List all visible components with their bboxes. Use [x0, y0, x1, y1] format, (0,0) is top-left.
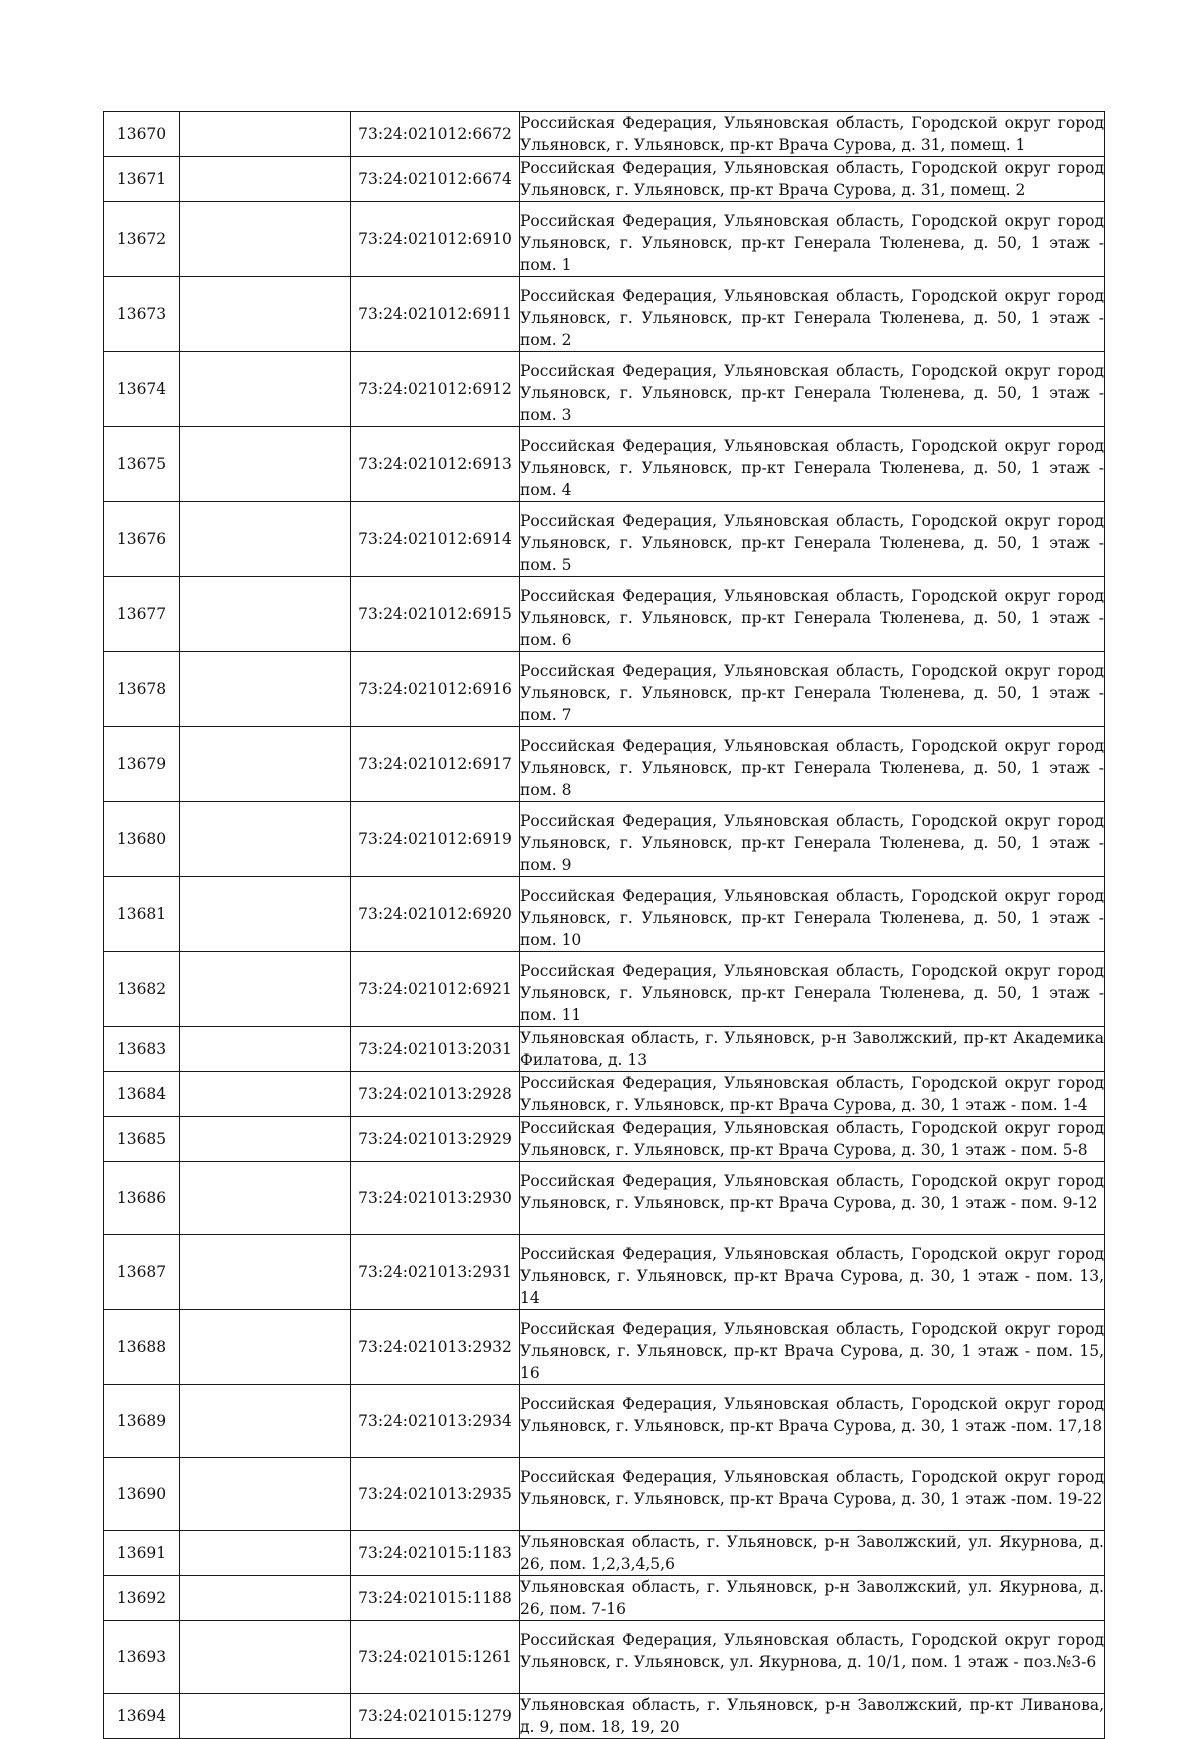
table-row — [104, 352, 1105, 427]
cadastral-number: 73:24:021015:1261 — [351, 1621, 520, 1694]
cadastral-number: 73:24:021013:2929 — [351, 1117, 520, 1162]
table-row — [104, 802, 1105, 877]
empty-cell — [180, 157, 351, 202]
cadastral-number: 73:24:021012:6919 — [351, 802, 520, 877]
empty-cell — [180, 1385, 351, 1458]
cadastral-number: 73:24:021012:6921 — [351, 952, 520, 1027]
empty-cell — [180, 277, 351, 352]
empty-cell — [180, 1117, 351, 1162]
address: Российская Федерация, Ульяновская область, Городской округ город Ульяновск, г. Ульяновск, пр-кт Врача Сурова, д. 30, 1 этаж - пом. 15, 16 — [520, 1310, 1105, 1385]
table-row — [104, 427, 1105, 502]
cadastral-number: 73:24:021012:6920 — [351, 877, 520, 952]
empty-cell — [180, 1162, 351, 1235]
row-number: 13688 — [104, 1310, 180, 1385]
table-row — [104, 1162, 1105, 1235]
row-number: 13676 — [104, 502, 180, 577]
row-number: 13694 — [104, 1694, 180, 1739]
table-row — [104, 277, 1105, 352]
address: Российская Федерация, Ульяновская область, Городской округ город Ульяновск, г. Ульяновск, ул. Якурнова, д. 10/1, пом. 1 этаж - поз.№3-6 — [520, 1621, 1105, 1694]
row-number: 13681 — [104, 877, 180, 952]
empty-cell — [180, 727, 351, 802]
cadastral-number: 73:24:021012:6672 — [351, 112, 520, 157]
table-row — [104, 1694, 1105, 1739]
table-row — [104, 1310, 1105, 1385]
table-row — [104, 1458, 1105, 1531]
row-number: 13684 — [104, 1072, 180, 1117]
row-number: 13682 — [104, 952, 180, 1027]
cadastral-number: 73:24:021013:2932 — [351, 1310, 520, 1385]
table-row — [104, 952, 1105, 1027]
table-row — [104, 502, 1105, 577]
cadastral-number: 73:24:021012:6914 — [351, 502, 520, 577]
cadastral-number: 73:24:021012:6916 — [351, 652, 520, 727]
empty-cell — [180, 352, 351, 427]
empty-cell — [180, 652, 351, 727]
address: Российская Федерация, Ульяновская область, Городской округ город Ульяновск, г. Ульяновск, пр-кт Врача Сурова, д. 31, помещ. 1 — [520, 112, 1105, 157]
table-row — [104, 1027, 1105, 1072]
table-row — [104, 1385, 1105, 1458]
row-number: 13671 — [104, 157, 180, 202]
address: Российская Федерация, Ульяновская область, Городской округ город Ульяновск, г. Ульяновск, пр-кт Генерала Тюленева, д. 50, 1 этаж - пом. 1 — [520, 202, 1105, 277]
cadastral-number: 73:24:021012:6911 — [351, 277, 520, 352]
address: Российская Федерация, Ульяновская область, Городской округ город Ульяновск, г. Ульяновск, пр-кт Врача Сурова, д. 30, 1 этаж - пом. 9-12 — [520, 1162, 1105, 1235]
cadastral-number: 73:24:021013:2930 — [351, 1162, 520, 1235]
row-number: 13674 — [104, 352, 180, 427]
cadastral-number: 73:24:021013:2935 — [351, 1458, 520, 1531]
row-number: 13683 — [104, 1027, 180, 1072]
address: Российская Федерация, Ульяновская область, Городской округ город Ульяновск, г. Ульяновск, пр-кт Генерала Тюленева, д. 50, 1 этаж - пом. 3 — [520, 352, 1105, 427]
cadastral-number: 73:24:021013:2031 — [351, 1027, 520, 1072]
cadastral-number: 73:24:021015:1188 — [351, 1576, 520, 1621]
row-number: 13686 — [104, 1162, 180, 1235]
empty-cell — [180, 1531, 351, 1576]
row-number: 13677 — [104, 577, 180, 652]
address: Российская Федерация, Ульяновская область, Городской округ город Ульяновск, г. Ульяновск, пр-кт Генерала Тюленева, д. 50, 1 этаж - пом. 10 — [520, 877, 1105, 952]
empty-cell — [180, 427, 351, 502]
cadastral-number: 73:24:021012:6915 — [351, 577, 520, 652]
empty-cell — [180, 1621, 351, 1694]
cadastral-number: 73:24:021015:1279 — [351, 1694, 520, 1739]
address: Ульяновская область, г. Ульяновск, р-н Заволжский, ул. Якурнова, д. 26, пом. 1,2,3,4,5,6 — [520, 1531, 1105, 1576]
address: Российская Федерация, Ульяновская область, Городской округ город Ульяновск, г. Ульяновск, пр-кт Врача Сурова, д. 30, 1 этаж -пом. 19-22 — [520, 1458, 1105, 1531]
empty-cell — [180, 1694, 351, 1739]
row-number: 13690 — [104, 1458, 180, 1531]
row-number: 13672 — [104, 202, 180, 277]
address: Российская Федерация, Ульяновская область, Городской округ город Ульяновск, г. Ульяновск, пр-кт Генерала Тюленева, д. 50, 1 этаж - пом. 9 — [520, 802, 1105, 877]
table-row — [104, 1531, 1105, 1576]
row-number: 13670 — [104, 112, 180, 157]
table-row — [104, 1117, 1105, 1162]
empty-cell — [180, 202, 351, 277]
address: Российская Федерация, Ульяновская область, Городской округ город Ульяновск, г. Ульяновск, пр-кт Врача Сурова, д. 30, 1 этаж - пом. 13, 14 — [520, 1235, 1105, 1310]
empty-cell — [180, 877, 351, 952]
empty-cell — [180, 952, 351, 1027]
table-row — [104, 202, 1105, 277]
cadastral-number: 73:24:021013:2931 — [351, 1235, 520, 1310]
address: Ульяновская область, г. Ульяновск, р-н Заволжский, пр-кт Ливанова, д. 9, пом. 18, 19, 20 — [520, 1694, 1105, 1739]
cadastral-number: 73:24:021013:2934 — [351, 1385, 520, 1458]
table-row — [104, 652, 1105, 727]
row-number: 13685 — [104, 1117, 180, 1162]
table-row — [104, 577, 1105, 652]
cadastral-number: 73:24:021012:6910 — [351, 202, 520, 277]
property-registry-table — [103, 111, 1105, 1739]
address: Ульяновская область, г. Ульяновск, р-н Заволжский, ул. Якурнова, д. 26, пом. 7-16 — [520, 1576, 1105, 1621]
address: Российская Федерация, Ульяновская область, Городской округ город Ульяновск, г. Ульяновск, пр-кт Генерала Тюленева, д. 50, 1 этаж - пом. 5 — [520, 502, 1105, 577]
address: Российская Федерация, Ульяновская область, Городской округ город Ульяновск, г. Ульяновск, пр-кт Генерала Тюленева, д. 50, 1 этаж - пом. 8 — [520, 727, 1105, 802]
empty-cell — [180, 1027, 351, 1072]
table-row — [104, 1576, 1105, 1621]
table-row — [104, 877, 1105, 952]
row-number: 13689 — [104, 1385, 180, 1458]
cadastral-number: 73:24:021012:6912 — [351, 352, 520, 427]
row-number: 13687 — [104, 1235, 180, 1310]
table-row — [104, 727, 1105, 802]
row-number: 13680 — [104, 802, 180, 877]
row-number: 13693 — [104, 1621, 180, 1694]
row-number: 13678 — [104, 652, 180, 727]
cadastral-number: 73:24:021012:6674 — [351, 157, 520, 202]
row-number: 13691 — [104, 1531, 180, 1576]
address: Ульяновская область, г. Ульяновск, р-н Заволжский, пр-кт Академика Филатова, д. 13 — [520, 1027, 1105, 1072]
cadastral-number: 73:24:021013:2928 — [351, 1072, 520, 1117]
row-number: 13692 — [104, 1576, 180, 1621]
table-row — [104, 112, 1105, 157]
empty-cell — [180, 1576, 351, 1621]
empty-cell — [180, 802, 351, 877]
cadastral-number: 73:24:021015:1183 — [351, 1531, 520, 1576]
cadastral-number: 73:24:021012:6917 — [351, 727, 520, 802]
address: Российская Федерация, Ульяновская область, Городской округ город Ульяновск, г. Ульяновск, пр-кт Генерала Тюленева, д. 50, 1 этаж - пом. 7 — [520, 652, 1105, 727]
empty-cell — [180, 1310, 351, 1385]
address: Российская Федерация, Ульяновская область, Городской округ город Ульяновск, г. Ульяновск, пр-кт Генерала Тюленева, д. 50, 1 этаж - пом. 11 — [520, 952, 1105, 1027]
table-row — [104, 1235, 1105, 1310]
address: Российская Федерация, Ульяновская область, Городской округ город Ульяновск, г. Ульяновск, пр-кт Генерала Тюленева, д. 50, 1 этаж - пом. 6 — [520, 577, 1105, 652]
address: Российская Федерация, Ульяновская область, Городской округ город Ульяновск, г. Ульяновск, пр-кт Врача Сурова, д. 31, помещ. 2 — [520, 157, 1105, 202]
row-number: 13675 — [104, 427, 180, 502]
address: Российская Федерация, Ульяновская область, Городской округ город Ульяновск, г. Ульяновск, пр-кт Врача Сурова, д. 30, 1 этаж -пом. 17,18 — [520, 1385, 1105, 1458]
empty-cell — [180, 112, 351, 157]
cadastral-number: 73:24:021012:6913 — [351, 427, 520, 502]
address: Российская Федерация, Ульяновская область, Городской округ город Ульяновск, г. Ульяновск, пр-кт Генерала Тюленева, д. 50, 1 этаж - пом. 4 — [520, 427, 1105, 502]
empty-cell — [180, 577, 351, 652]
table-row — [104, 1072, 1105, 1117]
row-number: 13679 — [104, 727, 180, 802]
empty-cell — [180, 1072, 351, 1117]
table-row — [104, 1621, 1105, 1694]
row-number: 13673 — [104, 277, 180, 352]
address: Российская Федерация, Ульяновская область, Городской округ город Ульяновск, г. Ульяновск, пр-кт Врача Сурова, д. 30, 1 этаж - пом. 1-4 — [520, 1072, 1105, 1117]
empty-cell — [180, 502, 351, 577]
address: Российская Федерация, Ульяновская область, Городской округ город Ульяновск, г. Ульяновск, пр-кт Генерала Тюленева, д. 50, 1 этаж - пом. 2 — [520, 277, 1105, 352]
table-row — [104, 157, 1105, 202]
empty-cell — [180, 1235, 351, 1310]
address: Российская Федерация, Ульяновская область, Городской округ город Ульяновск, г. Ульяновск, пр-кт Врача Сурова, д. 30, 1 этаж - пом. 5-8 — [520, 1117, 1105, 1162]
empty-cell — [180, 1458, 351, 1531]
